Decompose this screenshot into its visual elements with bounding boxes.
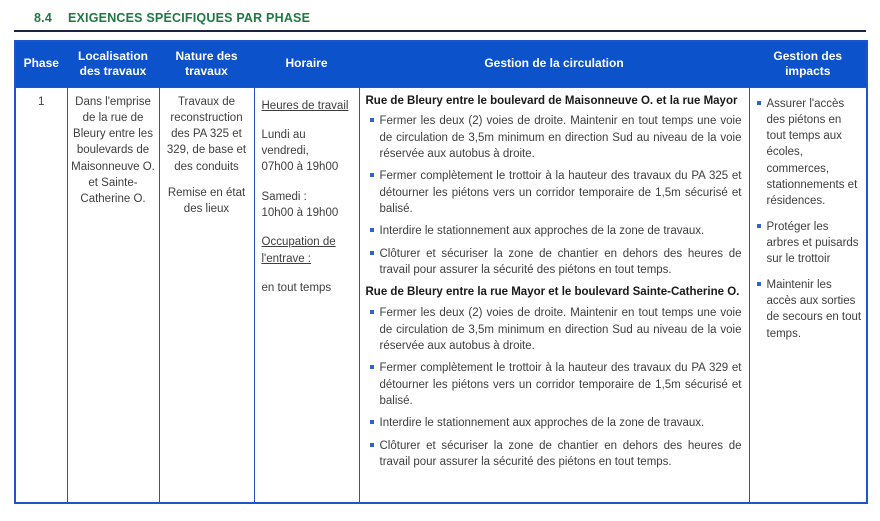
saturday-label: Samedi :: [261, 190, 307, 203]
section-title: EXIGENCES SPÉCIFIQUES PAR PHASE: [67, 11, 311, 25]
bullet-text: Interdire le stationnement aux approches de la zone de travaux.: [379, 225, 705, 238]
square-bullet-icon: [370, 251, 374, 255]
circulation-section-1-bullets: [366, 113, 742, 278]
col-header-phase: Phase: [15, 41, 67, 87]
circulation-section-1: [366, 94, 742, 279]
square-bullet-icon: [370, 443, 374, 447]
bullet-text: Clôturer et sécuriser la zone de chantier en dehors des heures de travail pour assurer la sécurité des piétons en tout temps.: [379, 439, 742, 468]
bullet-text: Maintenir les accès aux sorties de secours en tout temps.: [766, 278, 862, 340]
circulation-bullet: [366, 305, 742, 354]
bullet-text: Assurer l'accès des piétons en tout temps aux écoles, commerces, stationnements et résidences.: [766, 97, 858, 208]
square-bullet-icon: [757, 282, 761, 286]
occupation-value: en tout temps: [261, 282, 332, 295]
cell-circulation: [359, 87, 749, 503]
cell-horaire: [254, 87, 359, 503]
saturday-times: 10h00 à 19h00: [261, 207, 339, 220]
section-number: 8.4: [34, 11, 52, 25]
bullet-text: Clôturer et sécuriser la zone de chantier en dehors des heures de travail pour assurer la sécurité des piétons en tout temps.: [379, 247, 742, 277]
circulation-bullet: [366, 113, 742, 162]
occupation-label: Occupation de l'entrave :: [261, 236, 336, 265]
cell-localisation: Dans l'emprise de la rue de Bleury entre les boulevards de Maisonneuve O. et Sainte-Catherine O.: [67, 87, 159, 503]
col-header-localisation: Localisation des travaux: [67, 41, 159, 87]
circulation-section-2: [366, 285, 742, 470]
bullet-text: Interdire le stationnement aux approches de la zone de travaux.: [379, 417, 705, 430]
square-bullet-icon: [370, 228, 374, 232]
circulation-bullet: [366, 223, 742, 239]
table-header-row: [15, 41, 867, 87]
work-hours-label: Heures de travail: [261, 99, 349, 112]
impacts-bullets: [753, 96, 863, 343]
bullet-text: Protéger les arbres et puisards sur le trottoir: [766, 220, 859, 266]
circulation-bullet: [366, 168, 742, 217]
col-header-impacts: Gestion des impacts: [749, 41, 867, 87]
cell-impacts: [749, 87, 867, 503]
nature-paragraph: Remise en état des lieux: [167, 187, 246, 216]
impact-bullet: [753, 219, 863, 268]
weekday-hours: [262, 127, 352, 176]
impact-bullet: [753, 96, 863, 210]
circulation-bullet: [366, 360, 742, 409]
impact-bullet: [753, 277, 863, 342]
weekday-days: Lundi au vendredi,: [261, 128, 309, 158]
bullet-text: Fermer complètement le trottoir à la hauteur des travaux du PA 325 et détourner les piétons vers un corridor temporaire de 1,5m sécurisé et balisé.: [379, 170, 742, 216]
circulation-bullet: [366, 415, 742, 431]
circulation-bullet: [366, 246, 742, 279]
bullet-text: Fermer les deux (2) voies de droite. Maintenir en tout temps une voie de circulation de 3,5m minimum en direction Sud au niveau de la voie réservée aux autobus à droite.: [379, 307, 742, 352]
square-bullet-icon: [370, 310, 374, 314]
col-header-nature: Nature des travaux: [159, 41, 254, 87]
circulation-section-1-heading: Rue de Bleury entre le boulevard de Maisonneuve O. et la rue Mayor: [365, 94, 738, 107]
square-bullet-icon: [370, 173, 374, 177]
square-bullet-icon: [370, 420, 374, 424]
circulation-section-2-heading: Rue de Bleury entre la rue Mayor et le boulevard Sainte-Catherine O.: [365, 286, 740, 299]
table-row-phase-1: [15, 87, 867, 503]
square-bullet-icon: [757, 224, 761, 228]
saturday-hours: [262, 189, 352, 222]
weekday-times: 07h00 à 19h00: [261, 161, 339, 174]
square-bullet-icon: [370, 118, 374, 122]
square-bullet-icon: [757, 101, 761, 105]
phase-requirements-table: [14, 40, 868, 504]
bullet-text: Fermer les deux (2) voies de droite. Maintenir en tout temps une voie de circulation de 3,5m minimum en direction Sud au niveau de la voie réservée aux autobus à droite.: [379, 115, 742, 161]
cell-nature: [159, 87, 254, 503]
circulation-section-2-bullets: [366, 305, 742, 470]
bullet-text: Fermer complètement le trottoir à la hauteur des travaux du PA 329 et détourner les piétons vers un corridor temporaire de 1,5m sécurisé et balisé.: [379, 362, 742, 407]
circulation-bullet: [366, 438, 742, 471]
col-header-horaire: Horaire: [254, 41, 359, 87]
cell-phase-number: 1: [15, 87, 67, 503]
nature-paragraph: Travaux de reconstruction des PA 325 et 329, de base et des conduits: [166, 95, 247, 173]
heading-rule: [14, 30, 866, 32]
section-heading: [34, 11, 310, 25]
col-header-circulation: Gestion de la circulation: [359, 41, 749, 87]
square-bullet-icon: [370, 365, 374, 369]
